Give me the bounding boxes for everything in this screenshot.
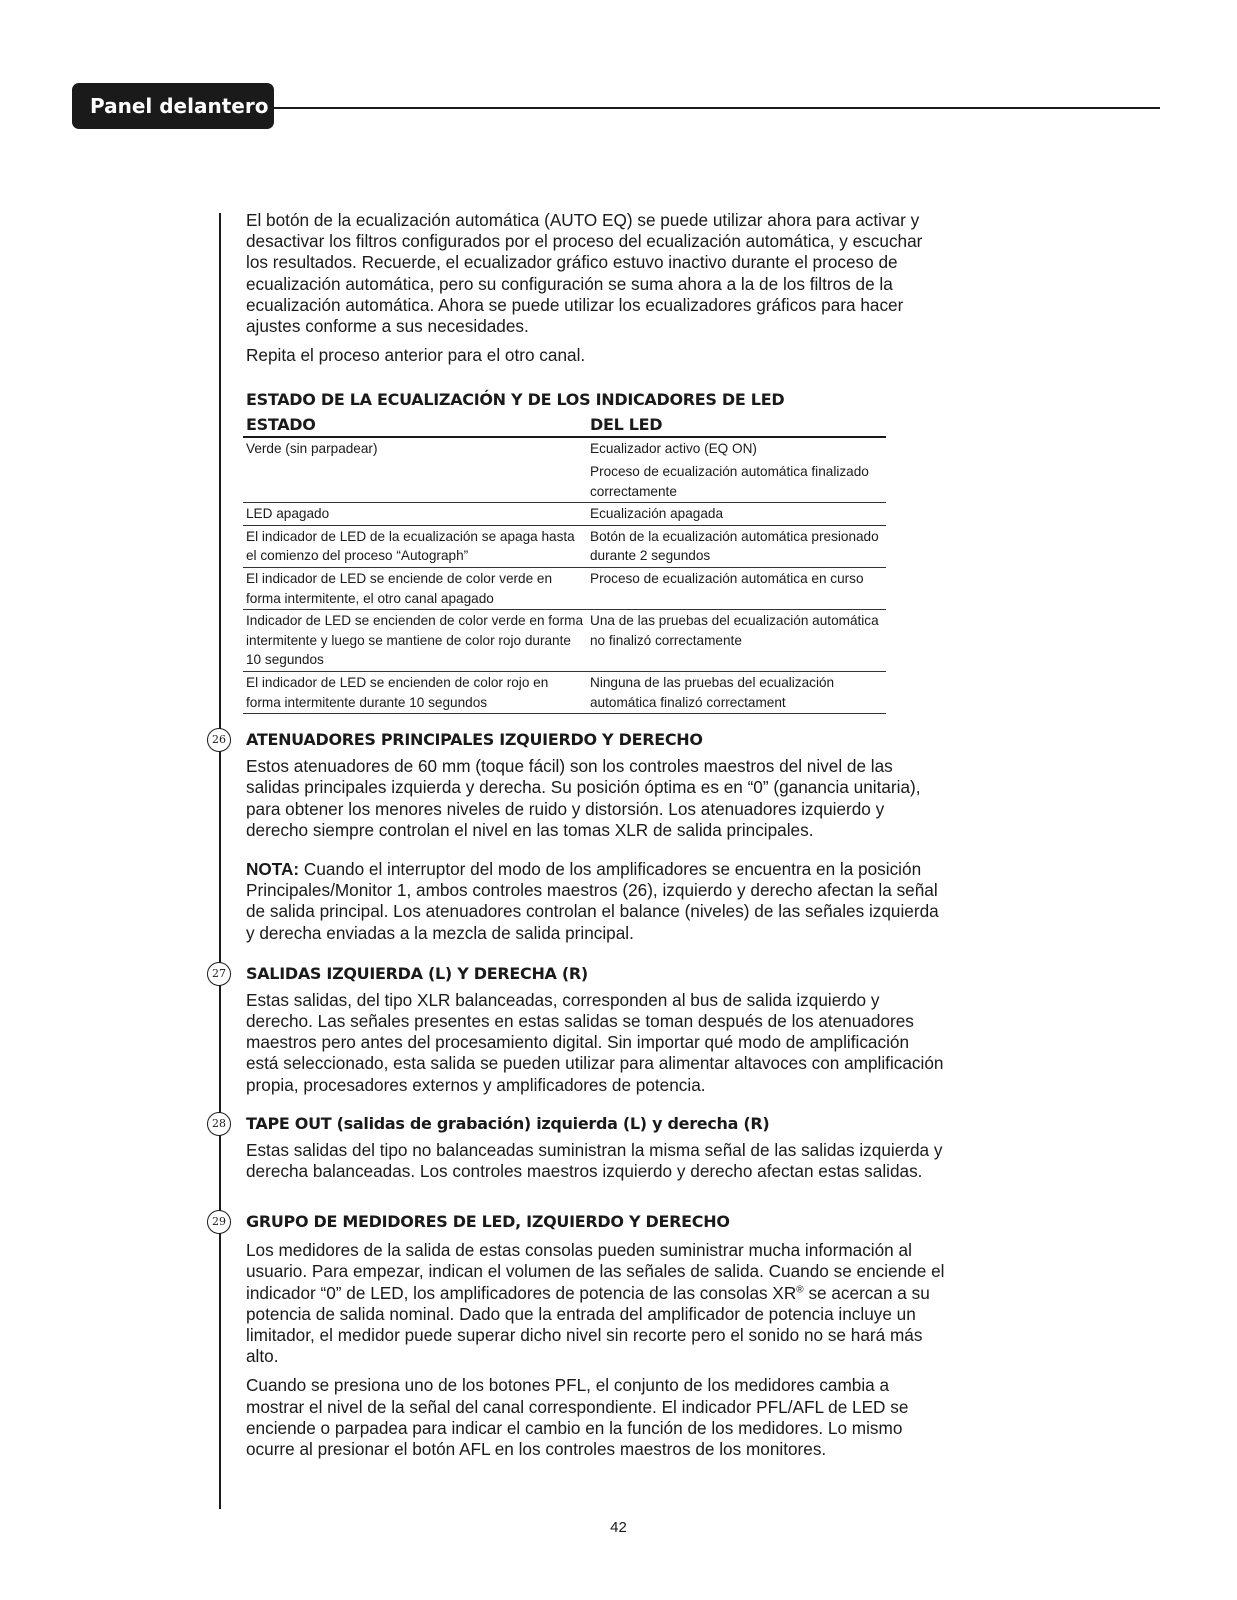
section-title: TAPE OUT (salidas de grabación) izquierda (L) y derecha (R) bbox=[246, 1113, 770, 1133]
page-number: 42 bbox=[610, 1519, 627, 1536]
table-cell-led: Una de las pruebas del ecualización automática no finalizó correctamente bbox=[587, 610, 886, 672]
table-cell-estado: Indicador de LED se encienden de color verde en forma intermitente y luego se mantiene de color rojo durante 10 segundos bbox=[243, 610, 587, 672]
intro-paragraph-2: Repita el proceso anterior para el otro canal. bbox=[246, 345, 586, 366]
table-header-led: DEL LED bbox=[587, 414, 886, 437]
main-content bbox=[212, 210, 946, 1460]
section-number-badge: 27 bbox=[207, 962, 231, 986]
table-row bbox=[243, 525, 886, 567]
paragraph-text: Los medidores de la salida de estas consolas pueden suministrar mucha información al usuario. Para empezar, indican el volumen de las señales de salida. Cuando se enciende el indicador “0” de LED, los amplificadores de potencia de las consolas XR bbox=[246, 1240, 945, 1303]
registered-mark: ® bbox=[796, 1283, 804, 1295]
table-cell-led: Botón de la ecualización automática presionado durante 2 segundos bbox=[587, 525, 886, 567]
table-cell-estado: El indicador de LED se encienden de color rojo en forma intermitente durante 10 segundos bbox=[243, 671, 587, 713]
table-row bbox=[243, 610, 886, 672]
section-27-heading bbox=[212, 963, 946, 984]
section-26-paragraph: Estos atenuadores de 60 mm (toque fácil) son los controles maestros del nivel de las salidas principales izquierda y derecha. Su posición óptima es en “0” (ganancia unitaria), para obtener los menores niveles de ruido y distorsión. Los atenuadores izquierdo y derecho siempre controlan el nivel en las tomas XLR de salida principales. bbox=[246, 756, 921, 840]
table-header-row bbox=[243, 414, 886, 437]
table-cell-led-extra: Proceso de ecualización automática finalizado correctamente bbox=[590, 464, 869, 499]
table-cell-led: Ninguna de las pruebas del ecualización automática finalizó correctament bbox=[587, 671, 886, 713]
table-row bbox=[243, 503, 886, 526]
table-cell-led-line: Ecualizador activo (EQ ON) bbox=[590, 441, 757, 457]
table-cell-estado: El indicador de LED de la ecualización se apaga hasta el comienzo del proceso “Autograph” bbox=[243, 525, 587, 567]
table-cell-estado: LED apagado bbox=[243, 503, 587, 526]
section-title: GRUPO DE MEDIDORES DE LED, IZQUIERDO Y DERECHO bbox=[246, 1212, 730, 1232]
section-number-badge: 26 bbox=[207, 728, 231, 752]
header-rule bbox=[270, 107, 1160, 109]
section-title: ATENUADORES PRINCIPALES IZQUIERDO Y DERECHO bbox=[246, 730, 703, 750]
table-cell-led bbox=[587, 437, 886, 502]
section-29-paragraph-1 bbox=[246, 1240, 946, 1367]
intro-paragraph-1: El botón de la ecualización automática (AUTO EQ) se puede utilizar ahora para activar y desactivar los filtros configurados por el proceso del ecualización automática, y escuchar los resultados. Recuerde, el ecualizador gráfico estuvo inactivo durante el proceso de ecualización automática, pero su configuración se suma ahora a la de los filtros de la ecualización automática. Ahora se puede utilizar los ecualizadores gráficos para hacer ajustes conforme a sus necesidades. bbox=[246, 210, 923, 337]
section-28-paragraph: Estas salidas del tipo no balanceadas suministran la misma señal de las salidas izquierda y derecha balanceadas. Los controles maestros izquierdo y derecho afectan estas salidas. bbox=[246, 1139, 943, 1181]
section-26-note bbox=[246, 859, 946, 944]
table-row bbox=[243, 567, 886, 609]
section-27-paragraph: Estas salidas, del tipo XLR balanceadas, corresponden al bus de salida izquierdo y derecho. Las señales presentes en estas salidas se toman después de los atenuadores maestros pero antes del procesamiento digital. Sin importar qué modo de amplificación está seleccionado, esta salida se pueden utilizar para alimentar altavoces con amplificación propia, procesadores externos y amplificadores de potencia. bbox=[246, 989, 944, 1095]
section-29-paragraph-2: Cuando se presiona uno de los botones PFL, el conjunto de los medidores cambia a mostrar el nivel de la señal del canal correspondiente. El indicador PFL/AFL de LED se enciende o parpadea para indicar el cambio en la función de los medidores. Lo mismo ocurre al presionar el botón AFL en los controles maestros de los monitores. bbox=[246, 1375, 909, 1460]
led-status-table bbox=[243, 414, 886, 714]
table-cell-estado: Verde (sin parpadear) bbox=[243, 437, 587, 502]
table-row bbox=[243, 671, 886, 713]
table-cell-led: Ecualización apagada bbox=[587, 503, 886, 526]
led-table-title: ESTADO DE LA ECUALIZACIÓN Y DE LOS INDICADORES DE LED bbox=[246, 390, 785, 410]
paragraph-text: se acercan a su potencia de salida nominal. Dado que la entrada del amplificador de potencia incluye un limitador, el medidor puede superar dicho nivel sin recorte pero el sonido no se hará más alto. bbox=[246, 1282, 930, 1367]
table-cell-estado: El indicador de LED se enciende de color verde en forma intermitente, el otro canal apagado bbox=[243, 567, 587, 609]
note-text: Cuando el interruptor del modo de los amplificadores se encuentra en la posición Principales/Monitor 1, ambos controles maestros (26), izquierdo y derecho afectan la señal de salida principal. Los atenuadores controlan el balance (niveles) de las señales izquierda y derecha enviadas a la mezcla de salida principal. bbox=[246, 858, 939, 943]
side-rule bbox=[219, 213, 221, 1509]
table-cell-led: Proceso de ecualización automática en curso bbox=[587, 567, 886, 609]
section-header-tab: Panel delantero bbox=[72, 83, 274, 129]
table-header-estado: ESTADO bbox=[243, 414, 587, 437]
note-label: NOTA: bbox=[246, 858, 300, 879]
section-26-heading bbox=[212, 730, 946, 750]
section-28-heading bbox=[212, 1113, 946, 1134]
section-number-badge: 28 bbox=[207, 1112, 231, 1136]
section-29-heading bbox=[212, 1212, 946, 1232]
section-number-badge: 29 bbox=[207, 1210, 231, 1234]
table-row bbox=[243, 437, 886, 502]
section-title: SALIDAS IZQUIERDA (L) Y DERECHA (R) bbox=[246, 963, 588, 983]
